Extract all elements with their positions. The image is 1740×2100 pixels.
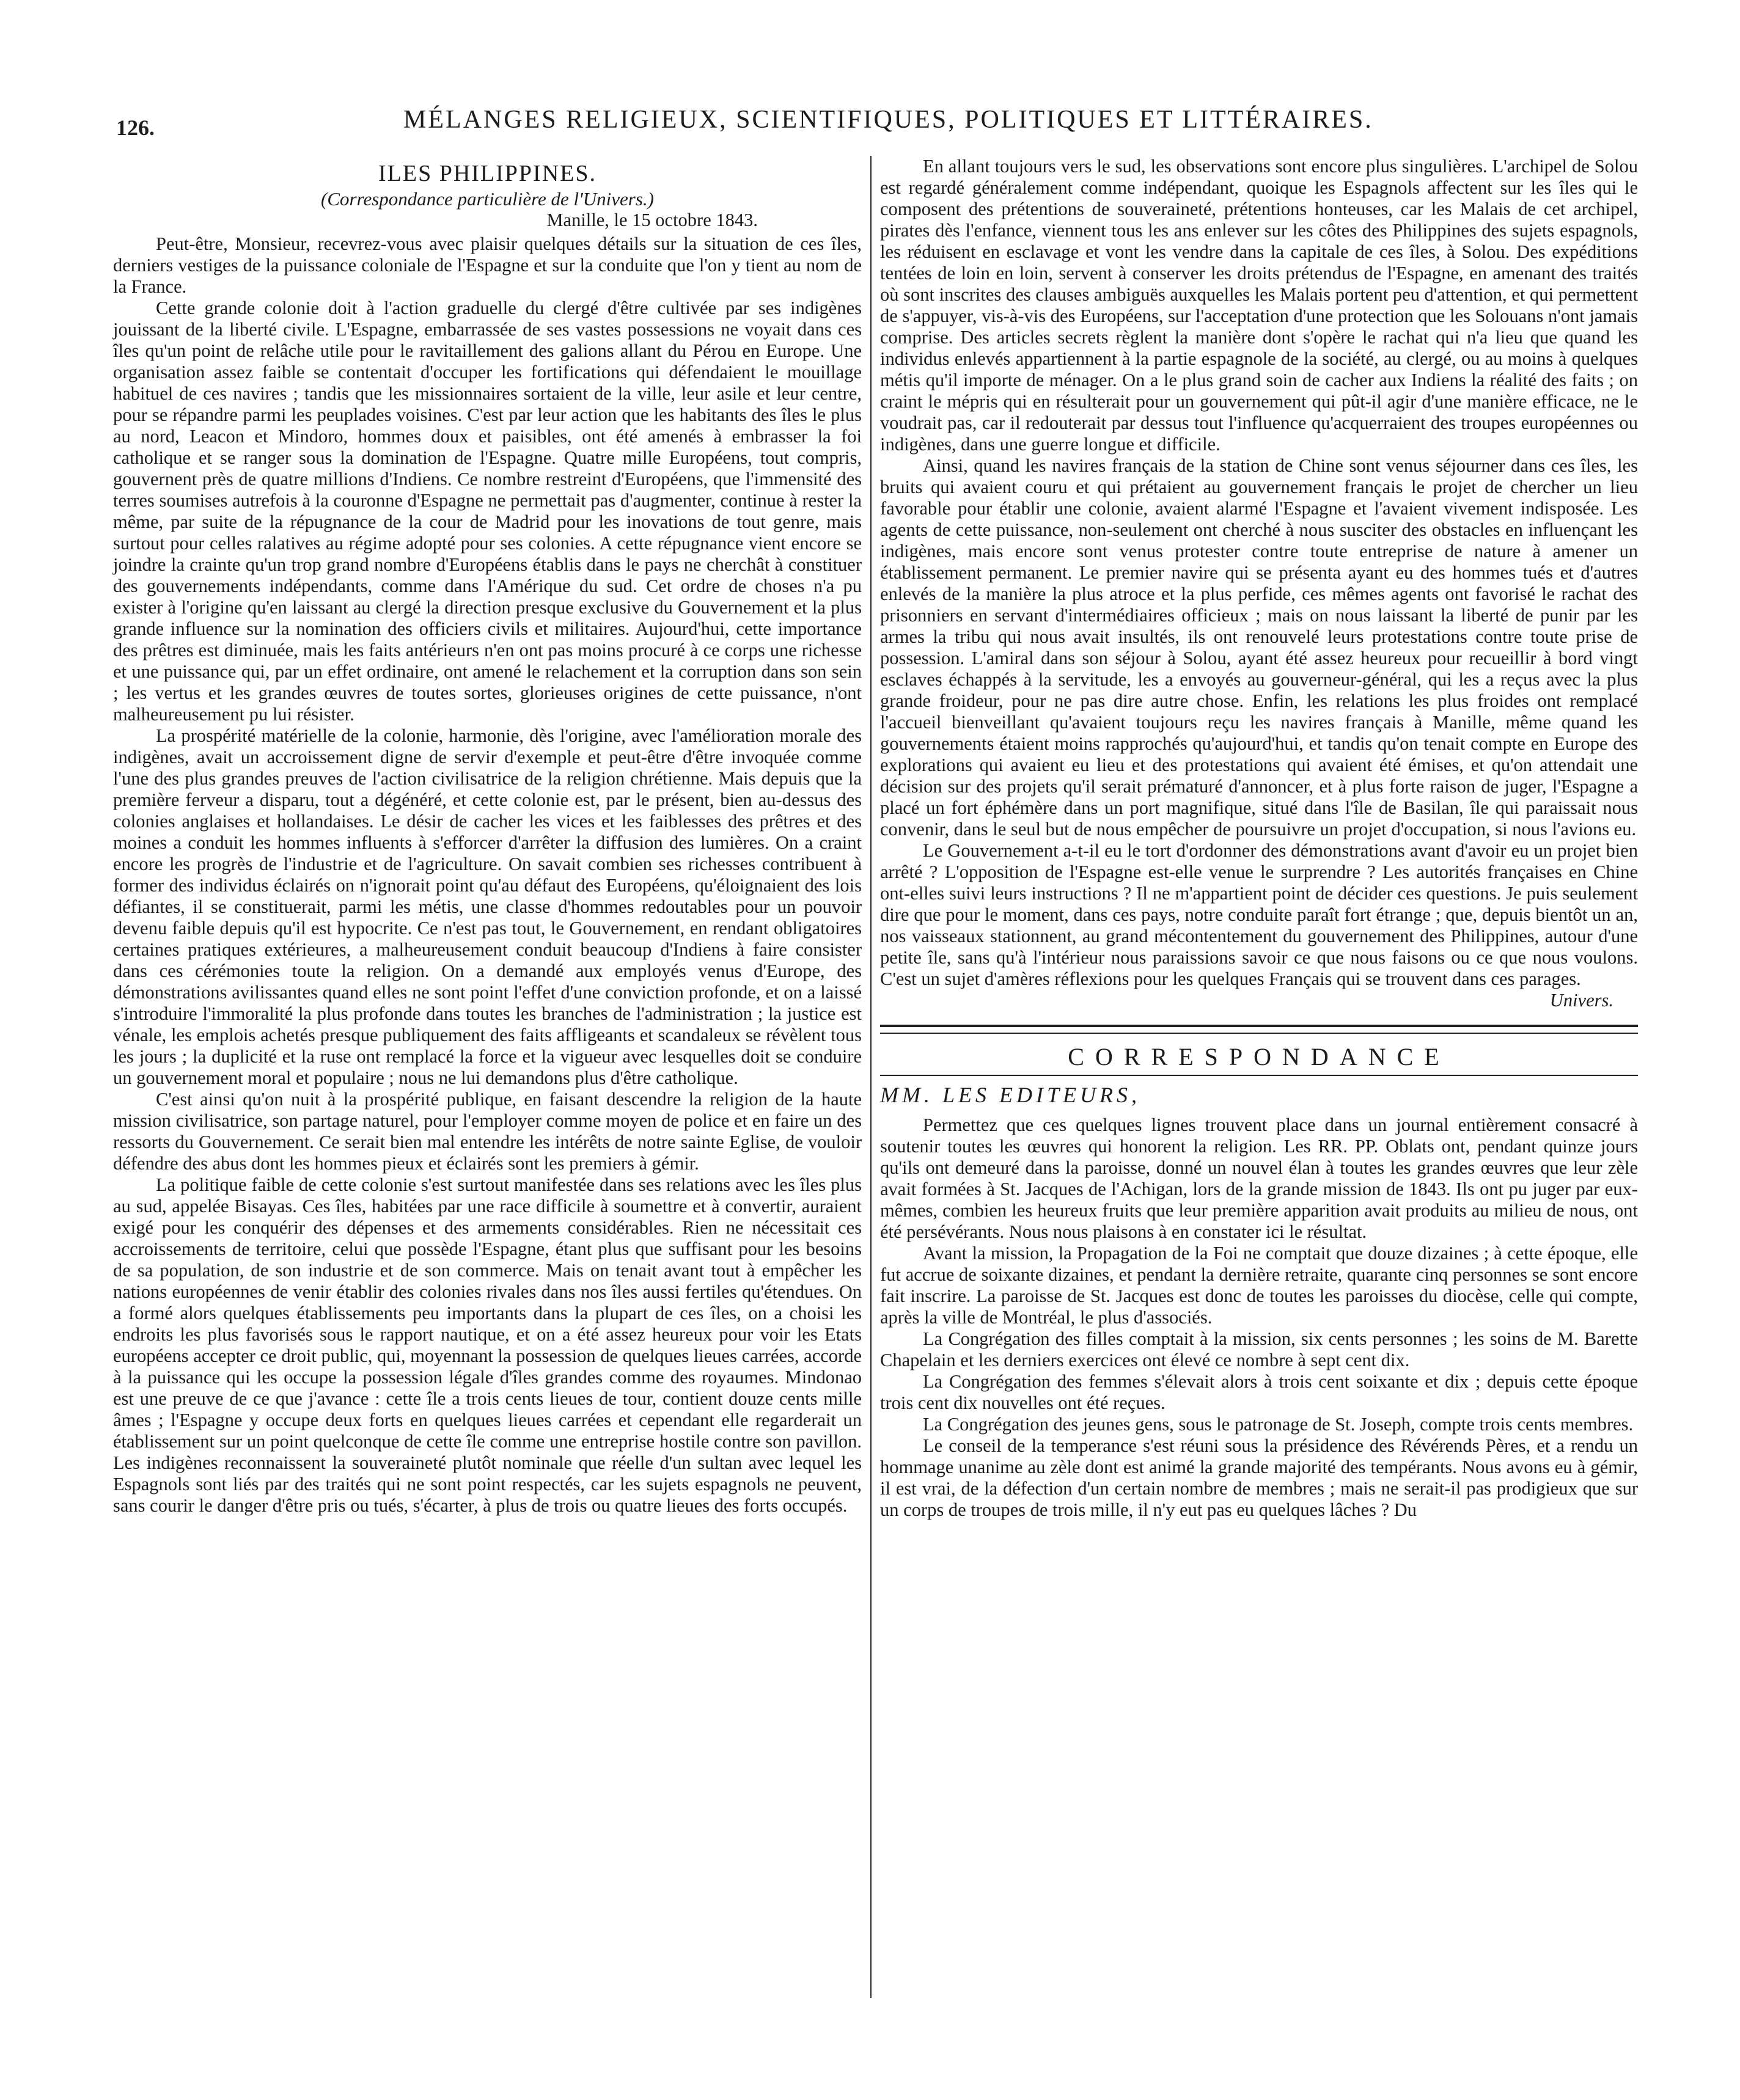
letter-paragraph: La Congrégation des filles comptait à la mission, six cents personnes ; les soins de M. Barette Chapelain et les derniers exercices ont élevé ce nombre à sept cent dix. — [880, 1328, 1638, 1370]
article-paragraph: Le Gouvernement a-t-il eu le tort d'ordonner des démonstrations avant d'avoir eu un projet bien arrêté ? L'opposition de l'Espagne est-elle venue le surprendre ? Les autorités françaises en Chine ont-elles suivi leurs instructions ? Il ne m'appartient point de décider ces questions. Je puis seulement dire que pour le moment, dans ces pays, notre conduite paraît fort étrange ; que, depuis bientôt un an, nos vaisseaux stationnent, au grand mécontentement du gouvernement des Philippines, autour d'une petite île, sans qu'à l'intérieur nous paraissions savoir ce que nous faisons ou ce que nous voulons. C'est un sujet d'amères réflexions pour les quelques Français qui se trouvent dans ces parages. — [880, 840, 1638, 989]
running-title: MÉLANGES RELIGIEUX, SCIENTIFIQUES, POLITIQUES ET LITTÉRAIRES. — [403, 106, 1373, 134]
left-column — [113, 156, 862, 1516]
dateline: Manille, le 15 octobre 1843. — [546, 210, 758, 230]
article-title: ILES PHILIPPINES. — [378, 161, 597, 186]
page-number: 126. — [116, 115, 155, 140]
section-title: CORRESPONDANCE — [1068, 1043, 1450, 1070]
column-divider — [870, 156, 872, 1998]
letter-paragraph: Avant la mission, la Propagation de la Foi ne comptait que douze dizaines ; à cette époque, elle fut accrue de soixante dizaines, et pendant la dernière retraite, quarante cinq personnes se sont encore fait inscrire. La paroisse de St. Jacques est donc de toutes les paroisses du diocèse, celle qui compte, après la ville de Montréal, le plus d'associés. — [880, 1243, 1638, 1328]
article-paragraph: Peut-être, Monsieur, recevrez-vous avec plaisir quelques détails sur la situation de ces îles, derniers vestiges de la puissance coloniale de l'Espagne et sur la conduite que l'on y tient au nom de la France. — [113, 233, 862, 297]
article-paragraph: En allant toujours vers le sud, les observations sont encore plus singulières. L'archipel de Solou est regardé généralement comme indépendant, quoique les Espagnols affectent sur les îles qui le composent des prétentions de souveraineté, prétentions honteuses, car les Malais de cet archipel, pirates dès l'enfance, viennent tous les ans enlever sur les côtes des Philippines des sujets espagnols, les réduisent en esclavage et vont les vendre dans la capitale de ces îles, à Solou. Des expéditions tentées de loin en loin, servent à conserver les droits prétendus de l'Espagne, en amenant des traités où sont inscrites des clauses ambiguës auxquelles les Malais portent peu d'attention, et qui permettent de s'appuyer, vis-à-vis des Européens, sur l'acceptation d'une protection que les Solouans n'ont jamais comprise. Des articles secrets règlent la manière dont s'opère le rachat qui n'a lieu que quand les individus enlevés appartiennent à la partie espagnole de la société, au clergé, ou au moins à quelques métis qu'il importe de ménager. On a le plus grand soin de cacher aux Indiens la réalité des faits ; on craint le mépris qui en résulterait pour un gouvernement qui pût-il agir d'une manière efficace, ne le voudrait pas, car il redouterait par dessus tout l'influence qu'acquerraient des troupes européennes ou indigènes, dans une guerre longue et difficile. — [880, 156, 1638, 455]
article-paragraph: C'est ainsi qu'on nuit à la prospérité publique, en faisant descendre la religion de la haute mission civilisatrice, son partage naturel, pour l'employer comme moyen de police et en faire un des ressorts du Gouvernement. Ce serait bien mal entendre les intérêts de notre sainte Eglise, de vouloir défendre des abus dont les hommes pieux et éclairés sont les premiers à gémir. — [113, 1089, 862, 1174]
letter-paragraph: Permettez que ces quelques lignes trouvent place dans un journal entièrement consacré à soutenir toutes les œuvres qui honorent la religion. Les RR. PP. Oblats ont, pendant quinze jours qu'ils ont demeuré dans la paroisse, donné un nouvel élan à toutes les grandes œuvres que leur zèle avait formées à St. Jacques de l'Achigan, lors de la grande mission de 1843. Ils ont pu juger par eux-mêmes, combien les heureux fruits que leur première apparition avait produits au milieu de nous, ont été persévérants. Nous nous plaisons à en constater ici le résultat. — [880, 1114, 1638, 1242]
section-rule — [880, 1025, 1638, 1034]
article-subtitle: (Correspondance particulière de l'Univers.) — [321, 188, 654, 210]
right-column — [880, 156, 1638, 1521]
letter-paragraph: La Congrégation des femmes s'élevait alors à trois cent soixante et dix ; depuis cette époque trois cent dix nouvelles ont été reçues. — [880, 1371, 1638, 1413]
article-signature: Univers. — [1549, 990, 1613, 1011]
section-rule-thin — [880, 1075, 1638, 1076]
letter-paragraph: Le conseil de la temperance s'est réuni sous la présidence des Révérends Pères, et a rendu un hommage unanime au zèle dont est animé la grande majorité des tempérants. Nous avons eu à gémir, il est vrai, de la défection d'un certain nombre de membres ; mais ne serait-il pas prodigieux que sur un corps de troupes de trois mille, il n'y eut pas eu quelques lâches ? Du — [880, 1435, 1638, 1520]
article-paragraph: La politique faible de cette colonie s'est surtout manifestée dans ses relations avec les îles plus au sud, appelée Bisayas. Ces îles, habitées par une race difficile à soumettre et à convertir, auraient exigé pour les conquérir des dépenses et des armements considérables. Rien ne nécessitait ces accroissements de territoire, celui que possède l'Espagne, étant plus que suffisant pour les besoins de sa population, de son industrie et de son commerce. Mais on tenait avant tout à empêcher les nations européennes de venir établir des colonies rivales dans nos îles aussi fertiles qu'étendues. On a formé alors quelques établissements peu importants dans la plupart de ces îles, on a choisi les endroits les plus favorisés sous le rapport nautique, et on a été assez heureux pour voir les Etats européens accepter ce droit public, qui, moyennant la possession de quelques lieues carrées, accorde à la puissance qui les occupe la possession légale d'îles grandes comme des royaumes. Mindonao est une preuve de ce que j'avance : cette île a trois cents lieues de tour, contient douze cents mille âmes ; l'Espagne y occupe deux forts en quelques lieues carrées et cependant elle regarderait un établissement sur un point quelconque de cette île comme une entreprise hostile contre son pavillon. Les indigènes reconnaissent la souveraineté plutôt nominale que réelle d'un sultan avec lequel les Espagnols sont liés par des traités qui ne sont point respectés, car les sujets espagnols ne peuvent, sans courir le danger d'être pris ou tués, s'écarter, à plus de trois ou quatre lieues des forts occupés. — [113, 1174, 862, 1516]
article-paragraph: Cette grande colonie doit à l'action graduelle du clergé d'être cultivée par ses indigènes jouissant de la liberté civile. L'Espagne, embarrassée de ses vastes possessions ne voyait dans ces îles qu'un point de relâche utile pour le ravitaillement des galions allant du Pérou en Europe. Une organisation assez faible se contentait d'occuper les fortifications qui défendaient le mouillage habituel de ces navires ; tandis que les missionnaires sortaient de la ville, leur asile et leur centre, pour se répandre parmi les peuplades voisines. C'est par leur action que les habitants des îles le plus au nord, Leacon et Mindoro, hommes doux et paisibles, ont été amenés à embrasser la foi catholique et se ranger sous la domination de l'Espagne. Quatre mille Européens, tout compris, gouvernent près de quatre millions d'Indiens. Ce nombre restreint d'Européens, que l'immensité des terres soumises autrefois à la couronne d'Espagne ne permettait pas d'augmenter, continue à rester la même, par suite de la répugnance de la cour de Madrid pour les inovations de tout genre, mais surtout pour celles ralatives au régime adopté pour ses colonies. A cette répugnance vient encore se joindre la crainte qu'un trop grand nombre d'Européens établis dans le pays ne cherchât à constituer des gouvernements indépendants, comme dans l'Amérique du sud. Cet ordre de choses n'a pu exister à l'origine qu'en laissant au clergé la direction presque exclusive du Gouvernement et la plus grande influence sur la nomination des officiers civils et militaires. Aujourd'hui, cette importance des prêtres est diminuée, mais les faits antérieurs n'en ont pas moins procuré à ce corps une richesse et une puissance qui, par un effet ordinaire, ont amené le relachement et la corruption dans son sein ; les vertus et les grandes œuvres de toutes sortes, glorieuses origines de cette puissance, n'ont malheureusement pu lui résister. — [113, 298, 862, 725]
letter-salutation: MM. LES EDITEURS, — [880, 1083, 1140, 1107]
article-paragraph: La prospérité matérielle de la colonie, harmonie, dès l'origine, avec l'amélioration morale des indigènes, avait un accroissement digne de servir d'exemple et peut-être d'être invoquée comme l'une des plus grandes preuves de l'action civilisatrice de la religion chrétienne. Mais depuis que la première ferveur a disparu, tout a dégénéré, et cette colonie est, par le présent, bien au-dessus des colonies anglaises et hollandaises. Le désir de cacher les vices et les faiblesses des prêtres et des moines a conduit les hommes influents à s'efforcer d'arrêter la diffusion des lumières. On a craint encore les progrès de l'industrie et de l'agriculture. On savait combien ses richesses contribuent à former des individus éclairés on n'ignorait point qu'au défaut des Européens, qu'éloignaient des lois défiantes, il se constituerait, parmi les métis, une classe d'hommes redoutables pour un pouvoir devenu faible depuis qu'il est hypocrite. Ce n'est pas tout, le Gouvernement, en rendant obligatoires certaines pratiques extérieures, a malheureusement conduit beaucoup d'Indiens à faire consister dans ces cérémonies toute la religion. On a demandé aux employés venus d'Europe, des démonstrations avilissantes quand elles ne sont point l'effet d'une conviction profonde, et on a laissé s'introduire l'immoralité la plus profonde dans toutes les branches de l'administration ; la justice est vénale, les emplois achetés presque publiquement des faits affligeants et scandaleux se révèlent tous les jours ; la duplicité et la ruse ont remplacé la force et la vigueur avec lesquelles doit se conduire un gouvernement moral et populaire ; nous ne lui demandons plus d'être catholique. — [113, 725, 862, 1088]
article-paragraph: Ainsi, quand les navires français de la station de Chine sont venus séjourner dans ces îles, les bruits qui avaient couru et qui prétaient au gouvernement français le projet de chercher un lieu favorable pour établir une colonie, avaient alarmé l'Espagne et l'avaient vivement indisposée. Les agents de cette puissance, non-seulement ont cherché à nous susciter des obstacles en influençant les indigènes, mais encore sont venus protester contre toute entreprise de nature à amener un établissement permanent. Le premier navire qui se présenta ayant eu des hommes tués et d'autres enlevés de la manière la plus atroce et la plus perfide, ces mêmes agents ont favorisé le rachat des prisonniers en servant d'intermédiaires officieux ; mais on nous laissant la liberté de punir par les armes la tribu qui nous avait insultés, ils ont renouvelé leurs protestations contre toute prise de possession. L'amiral dans son séjour à Solou, ayant été assez heureux pour recueillir à bord vingt esclaves échappés à la servitude, les a envoyés au gouverneur-général, qui les a reçus avec la plus grande froideur, pour ne pas dire autre chose. Enfin, les relations les plus froides ont remplacé l'accueil bienveillant qu'avaient toujours reçu les navires français à Manille, même quand les gouvernements étaient moins rapprochés qu'aujourd'hui, et tandis qu'on tenait compte en Europe des explorations qui avaient eu lieu et des protestations qui avaient été émises, et qu'on attendait une décision sur des projets qu'il serait prématuré d'annoncer, et à plus forte raison de juger, l'Espagne a placé un fort éphémère dans un port magnifique, situé dans l'île de Basilan, île qui paraissait nous convenir, dans le seul but de nous empêcher de poursuivre un projet d'occupation, si nous l'avions eu. — [880, 455, 1638, 840]
letter-paragraph: La Congrégation des jeunes gens, sous le patronage de St. Joseph, compte trois cents membres. — [923, 1414, 1634, 1435]
